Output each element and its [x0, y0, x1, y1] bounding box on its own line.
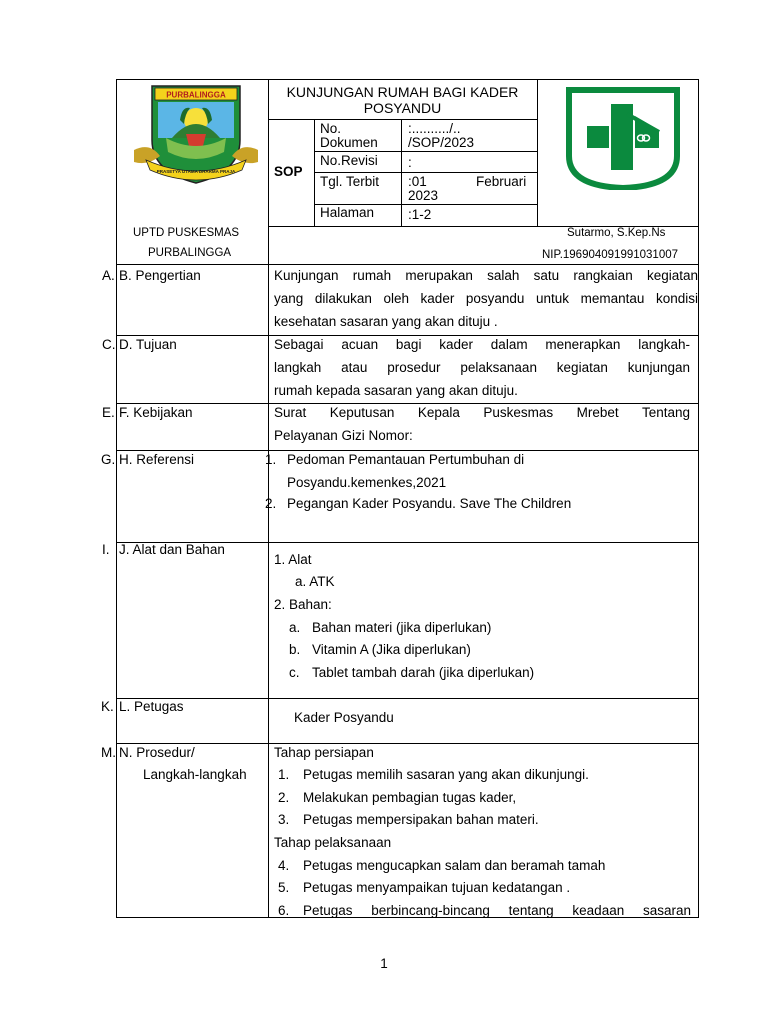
purbalingga-crest-logo: [130, 80, 262, 186]
header-field-divider: [401, 119, 402, 227]
tujuan-line-3: rumah kepada sasaran yang akan dituju.: [274, 383, 518, 398]
row-letter-kebijakan: E.: [102, 405, 115, 420]
prosedur-step-4-number: 4.: [278, 858, 290, 873]
prosedur-phase-pelaksanaan: Tahap pelaksanaan: [274, 835, 392, 850]
row-label-prosedur-line1: N. Prosedur/: [119, 745, 195, 760]
row-label-referensi: H. Referensi: [119, 452, 195, 467]
pengertian-line-2: yang dilakukan oleh kader posyandu untuk memantau kondisi: [274, 291, 698, 306]
body-right-border: [698, 264, 699, 918]
org-name-line2: PURBALINGGA: [148, 247, 232, 259]
sop-label: SOP: [274, 164, 303, 179]
bahan-item-3-number: c.: [289, 665, 300, 680]
referensi-item2-number: 2.: [265, 496, 277, 511]
row-label-alat: J. Alat dan Bahan: [119, 542, 225, 557]
row-label-petugas: L. Petugas: [119, 699, 184, 714]
document-title-line2: POSYANDU: [363, 100, 442, 116]
row-letter-alat: I.: [102, 542, 110, 557]
signer-name: Sutarmo, S.Kep.Ns: [567, 227, 666, 239]
bahan-item-1-text: Bahan materi (jika diperlukan): [312, 620, 492, 635]
prosedur-step-6-number: 6.: [278, 903, 290, 918]
kebijakan-line-2: Pelayanan Gizi Nomor:: [274, 428, 413, 443]
referensi-item2-line1: Pegangan Kader Posyandu. Save The Children: [287, 496, 572, 511]
field-label-no-dokumen-2: Dokumen: [320, 135, 378, 150]
field-label-tgl-terbit: Tgl. Terbit: [320, 174, 380, 189]
header-logo2-divider: [537, 79, 538, 227]
field-value-no-revisi: :: [408, 155, 412, 170]
alat-title: 1. Alat: [274, 552, 312, 567]
bahan-item-3-text: Tablet tambah darah (jika diperlukan): [312, 665, 535, 680]
prosedur-step-5-text: Petugas menyampaikan tujuan kedatangan .: [303, 880, 571, 895]
puskesmas-logo: [561, 86, 685, 190]
row-label-tujuan: D. Tujuan: [119, 337, 177, 352]
pengertian-line-1: Kunjungan rumah merupakan salah satu rangkaian kegiatan: [274, 268, 698, 283]
header-left-border: [116, 79, 117, 265]
field-divider-2: [314, 172, 537, 173]
field-divider-1: [314, 151, 537, 152]
field-value-no-dokumen-2: /SOP/2023: [408, 135, 475, 150]
prosedur-step-1-text: Petugas memilih sasaran yang akan dikunjungi.: [303, 767, 589, 782]
header-title-divider: [268, 119, 537, 120]
referensi-item1-number: 1.: [265, 452, 277, 467]
row-divider-petugas: [116, 698, 698, 699]
body-left-border: [116, 264, 117, 918]
field-label-no-dokumen-1: No.: [320, 121, 342, 136]
prosedur-step-4-text: Petugas mengucapkan salam dan beramah tamah: [303, 858, 606, 873]
bahan-item-2-number: b.: [289, 642, 301, 657]
header-right-border: [698, 79, 699, 265]
prosedur-step-3-text: Petugas mempersipakan bahan materi.: [303, 812, 539, 827]
prosedur-step-5-number: 5.: [278, 880, 290, 895]
prosedur-phase-persiapan: Tahap persiapan: [274, 745, 374, 760]
prosedur-step-6-text: Petugas berbincang-bincang tentang keadaan sasaran: [303, 903, 691, 918]
row-letter-tujuan: C.: [102, 337, 116, 352]
prosedur-step-2-text: Melakukan pembagian tugas kader,: [303, 790, 517, 805]
row-letter-pengertian: A.: [102, 268, 115, 283]
bahan-title: 2. Bahan:: [274, 597, 332, 612]
bahan-item-1-number: a.: [289, 620, 301, 635]
page-number: 1: [380, 956, 388, 971]
field-label-halaman: Halaman: [320, 205, 375, 220]
field-value-no-dokumen-1: :........../..: [408, 121, 461, 136]
field-value-tgl-terbit-year: 2023: [408, 188, 439, 203]
row-label-prosedur-line2: Langkah-langkah: [143, 767, 247, 782]
crest-motto-text: PRASETYA UTAMA DHARMA PRAJA: [156, 169, 236, 174]
prosedur-step-1-number: 1.: [278, 767, 290, 782]
signer-nip: NIP.196904091991031007: [542, 249, 679, 261]
kebijakan-line-1: Surat Keputusan Kepala Puskesmas Mrebet Tentang: [274, 405, 690, 420]
row-label-pengertian: B. Pengertian: [119, 268, 201, 283]
tujuan-line-1: Sebagai acuan bagi kader dalam menerapkan langkah-: [274, 337, 690, 352]
row-label-kebijakan: F. Kebijakan: [119, 405, 193, 420]
document-title-line1: KUNJUNGAN RUMAH BAGI KADER: [286, 84, 519, 100]
org-name-line1: UPTD PUSKESMAS: [133, 227, 240, 239]
alat-item-atk: a. ATK: [295, 574, 335, 589]
row-letter-prosedur: M.: [101, 745, 116, 760]
crest-name-text: PURBALINGGA: [166, 90, 226, 100]
row-letter-referensi: G.: [101, 452, 116, 467]
field-label-no-revisi: No.Revisi: [320, 153, 378, 168]
body-center-divider: [268, 264, 269, 918]
bahan-item-2-text: Vitamin A (Jika diperlukan): [312, 642, 471, 657]
referensi-item1-line2: Posyandu.kemenkes,2021: [287, 475, 447, 490]
field-value-tgl-terbit-month: Februari: [476, 174, 527, 189]
prosedur-step-3-number: 3.: [278, 812, 290, 827]
field-value-halaman: :1-2: [408, 207, 432, 222]
pengertian-line-3: kesehatan sasaran yang akan dituju .: [274, 314, 498, 329]
tujuan-line-2: langkah atau prosedur pelaksanaan kegiatan kunjungan: [274, 360, 690, 375]
header-sop-divider: [314, 119, 315, 227]
row-divider-prosedur: [116, 743, 698, 744]
petugas-value: Kader Posyandu: [294, 710, 394, 725]
referensi-item1-line1: Pedoman Pemantauan Pertumbuhan di: [287, 452, 525, 467]
prosedur-step-2-number: 2.: [278, 790, 290, 805]
row-letter-petugas: K.: [101, 699, 114, 714]
field-value-tgl-terbit-day: :01: [408, 174, 427, 189]
